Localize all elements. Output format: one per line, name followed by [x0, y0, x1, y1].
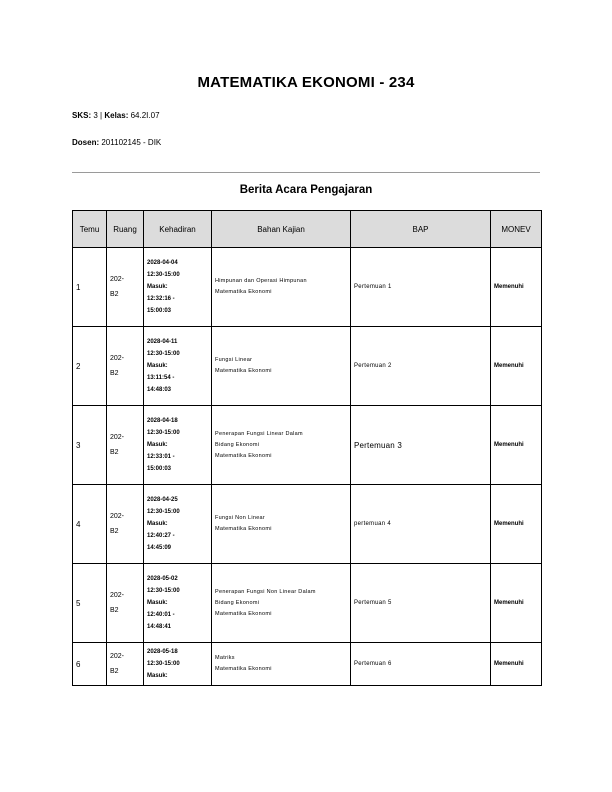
ruang-line: B2	[110, 528, 119, 535]
cell-bahan-kajian	[212, 406, 351, 485]
separator: |	[100, 111, 103, 120]
kehadiran-line: 14:48:03	[147, 387, 172, 393]
cell-kehadiran	[144, 327, 212, 406]
ruang-line: B2	[110, 370, 119, 377]
cell-monev: Memenuhi	[491, 327, 542, 406]
ruang-line: 202-	[110, 513, 125, 520]
cell-temu: 5	[73, 564, 107, 643]
ruang-line: 202-	[110, 434, 125, 441]
col-header-bahan-kajian: Bahan Kajian	[212, 211, 351, 248]
cell-bap: Pertemuan 2	[351, 327, 491, 406]
cell-monev: Memenuhi	[491, 406, 542, 485]
sks-label: SKS:	[72, 111, 92, 120]
table-row	[73, 643, 542, 686]
col-header-temu: Temu	[73, 211, 107, 248]
cell-monev: Memenuhi	[491, 564, 542, 643]
kehadiran-line: 15:00:03	[147, 308, 172, 314]
bahan-line: Penerapan Fungsi Linear Dalam	[215, 430, 303, 437]
cell-ruang	[107, 485, 144, 564]
bahan-line: Himpunan dan Operasi Himpunan	[215, 278, 307, 284]
kehadiran-line: 14:48:41	[147, 624, 172, 630]
dosen-line	[72, 138, 161, 147]
ruang-line: B2	[110, 607, 119, 614]
cell-bahan-kajian	[212, 248, 351, 327]
sks-kelas-line	[72, 111, 160, 120]
table-row	[73, 485, 542, 564]
kehadiran-line: 12:33:01 -	[147, 454, 175, 460]
table-row	[73, 406, 542, 485]
table-row	[73, 248, 542, 327]
ruang-line: B2	[110, 449, 119, 456]
cell-kehadiran	[144, 248, 212, 327]
cell-bap: Pertemuan 3	[351, 406, 491, 485]
cell-temu: 6	[73, 643, 107, 686]
kehadiran-line: 12:30-15:00	[147, 588, 180, 594]
kehadiran-line: 2028-04-18	[147, 418, 178, 424]
dosen-value: 201102145 - DIK	[101, 138, 162, 147]
kehadiran-line: Masuk:	[147, 284, 168, 290]
cell-ruang	[107, 643, 144, 686]
cell-bahan-kajian	[212, 327, 351, 406]
kehadiran-line: 2028-04-04	[147, 260, 178, 266]
bahan-line: Matriks	[215, 655, 235, 661]
dosen-label: Dosen:	[72, 138, 100, 147]
cell-kehadiran	[144, 406, 212, 485]
bahan-line: Penerapan Fungsi Non Linear Dalam	[215, 588, 316, 595]
sks-value: 3	[93, 111, 98, 120]
kehadiran-line: 15:00:03	[147, 466, 172, 472]
cell-temu: 4	[73, 485, 107, 564]
ruang-line: 202-	[110, 592, 125, 599]
table-row	[73, 327, 542, 406]
cell-temu: 2	[73, 327, 107, 406]
table-header-row	[73, 211, 542, 248]
kehadiran-line: 12:40:27 -	[147, 533, 175, 539]
cell-kehadiran	[144, 643, 212, 686]
cell-kehadiran	[144, 564, 212, 643]
kehadiran-line: 2028-04-11	[147, 339, 178, 345]
cell-monev: Memenuhi	[491, 643, 542, 686]
ruang-line: B2	[110, 291, 119, 298]
kehadiran-line: Masuk:	[147, 600, 168, 606]
cell-ruang	[107, 564, 144, 643]
kehadiran-line: 14:45:09	[147, 545, 172, 551]
cell-kehadiran	[144, 485, 212, 564]
cell-bap: Pertemuan 1	[351, 248, 491, 327]
cell-monev: Memenuhi	[491, 485, 542, 564]
bahan-line: Matematika Ekonomi	[215, 289, 272, 295]
cell-temu: 1	[73, 248, 107, 327]
ruang-line: B2	[110, 668, 119, 675]
ruang-line: 202-	[110, 276, 125, 283]
divider	[72, 172, 540, 173]
ruang-line: 202-	[110, 355, 125, 362]
col-header-ruang: Ruang	[107, 211, 144, 248]
section-title: Berita Acara Pengajaran	[239, 184, 373, 196]
cell-bap: Pertemuan 6	[351, 643, 491, 686]
kehadiran-line: 12:30-15:00	[147, 430, 180, 436]
kelas-value: 64.2I.07	[130, 111, 160, 120]
cell-ruang	[107, 327, 144, 406]
col-header-kehadiran: Kehadiran	[144, 211, 212, 248]
cell-monev: Memenuhi	[491, 248, 542, 327]
kehadiran-line: Masuk:	[147, 442, 168, 448]
kehadiran-line: 12:32:16 -	[147, 296, 175, 302]
cell-bap: Pertemuan 5	[351, 564, 491, 643]
kehadiran-line: Masuk:	[147, 673, 168, 679]
cell-bap: pertemuan 4	[351, 485, 491, 564]
bahan-line: Matematika Ekonomi	[215, 368, 272, 374]
kelas-label: Kelas:	[104, 111, 129, 120]
bahan-line: Matematika Ekonomi	[215, 526, 272, 532]
kehadiran-line: 2028-05-18	[147, 649, 178, 655]
kehadiran-line: 2028-04-25	[147, 497, 178, 503]
bahan-line: Fungsi Linear	[215, 357, 253, 363]
bahan-line: Bidang Ekonomi	[215, 599, 260, 606]
page-title: MATEMATIKA EKONOMI - 234	[197, 74, 415, 91]
bahan-line: Fungsi Non Linear	[215, 515, 266, 521]
kehadiran-line: Masuk:	[147, 521, 168, 527]
kehadiran-line: 2028-05-02	[147, 576, 178, 582]
cell-bahan-kajian	[212, 564, 351, 643]
kehadiran-line: 12:40:01 -	[147, 612, 175, 618]
kehadiran-line: 12:30-15:00	[147, 661, 180, 667]
cell-bahan-kajian	[212, 485, 351, 564]
cell-ruang	[107, 406, 144, 485]
kehadiran-line: Masuk:	[147, 363, 168, 369]
cell-temu: 3	[73, 406, 107, 485]
bahan-line: Matematika Ekonomi	[215, 610, 272, 617]
table-row	[73, 564, 542, 643]
col-header-bap: BAP	[351, 211, 491, 248]
cell-ruang	[107, 248, 144, 327]
kehadiran-line: 12:30-15:00	[147, 272, 180, 278]
bahan-line: Matematika Ekonomi	[215, 452, 272, 459]
kehadiran-line: 13:11:54 -	[147, 375, 175, 381]
cell-bahan-kajian	[212, 643, 351, 686]
col-header-monev: MONEV	[491, 211, 542, 248]
bahan-line: Bidang Ekonomi	[215, 441, 260, 448]
ruang-line: 202-	[110, 653, 125, 660]
kehadiran-line: 12:30-15:00	[147, 509, 180, 515]
kehadiran-line: 12:30-15:00	[147, 351, 180, 357]
bahan-line: Matematika Ekonomi	[215, 666, 272, 672]
bap-table	[72, 210, 542, 686]
